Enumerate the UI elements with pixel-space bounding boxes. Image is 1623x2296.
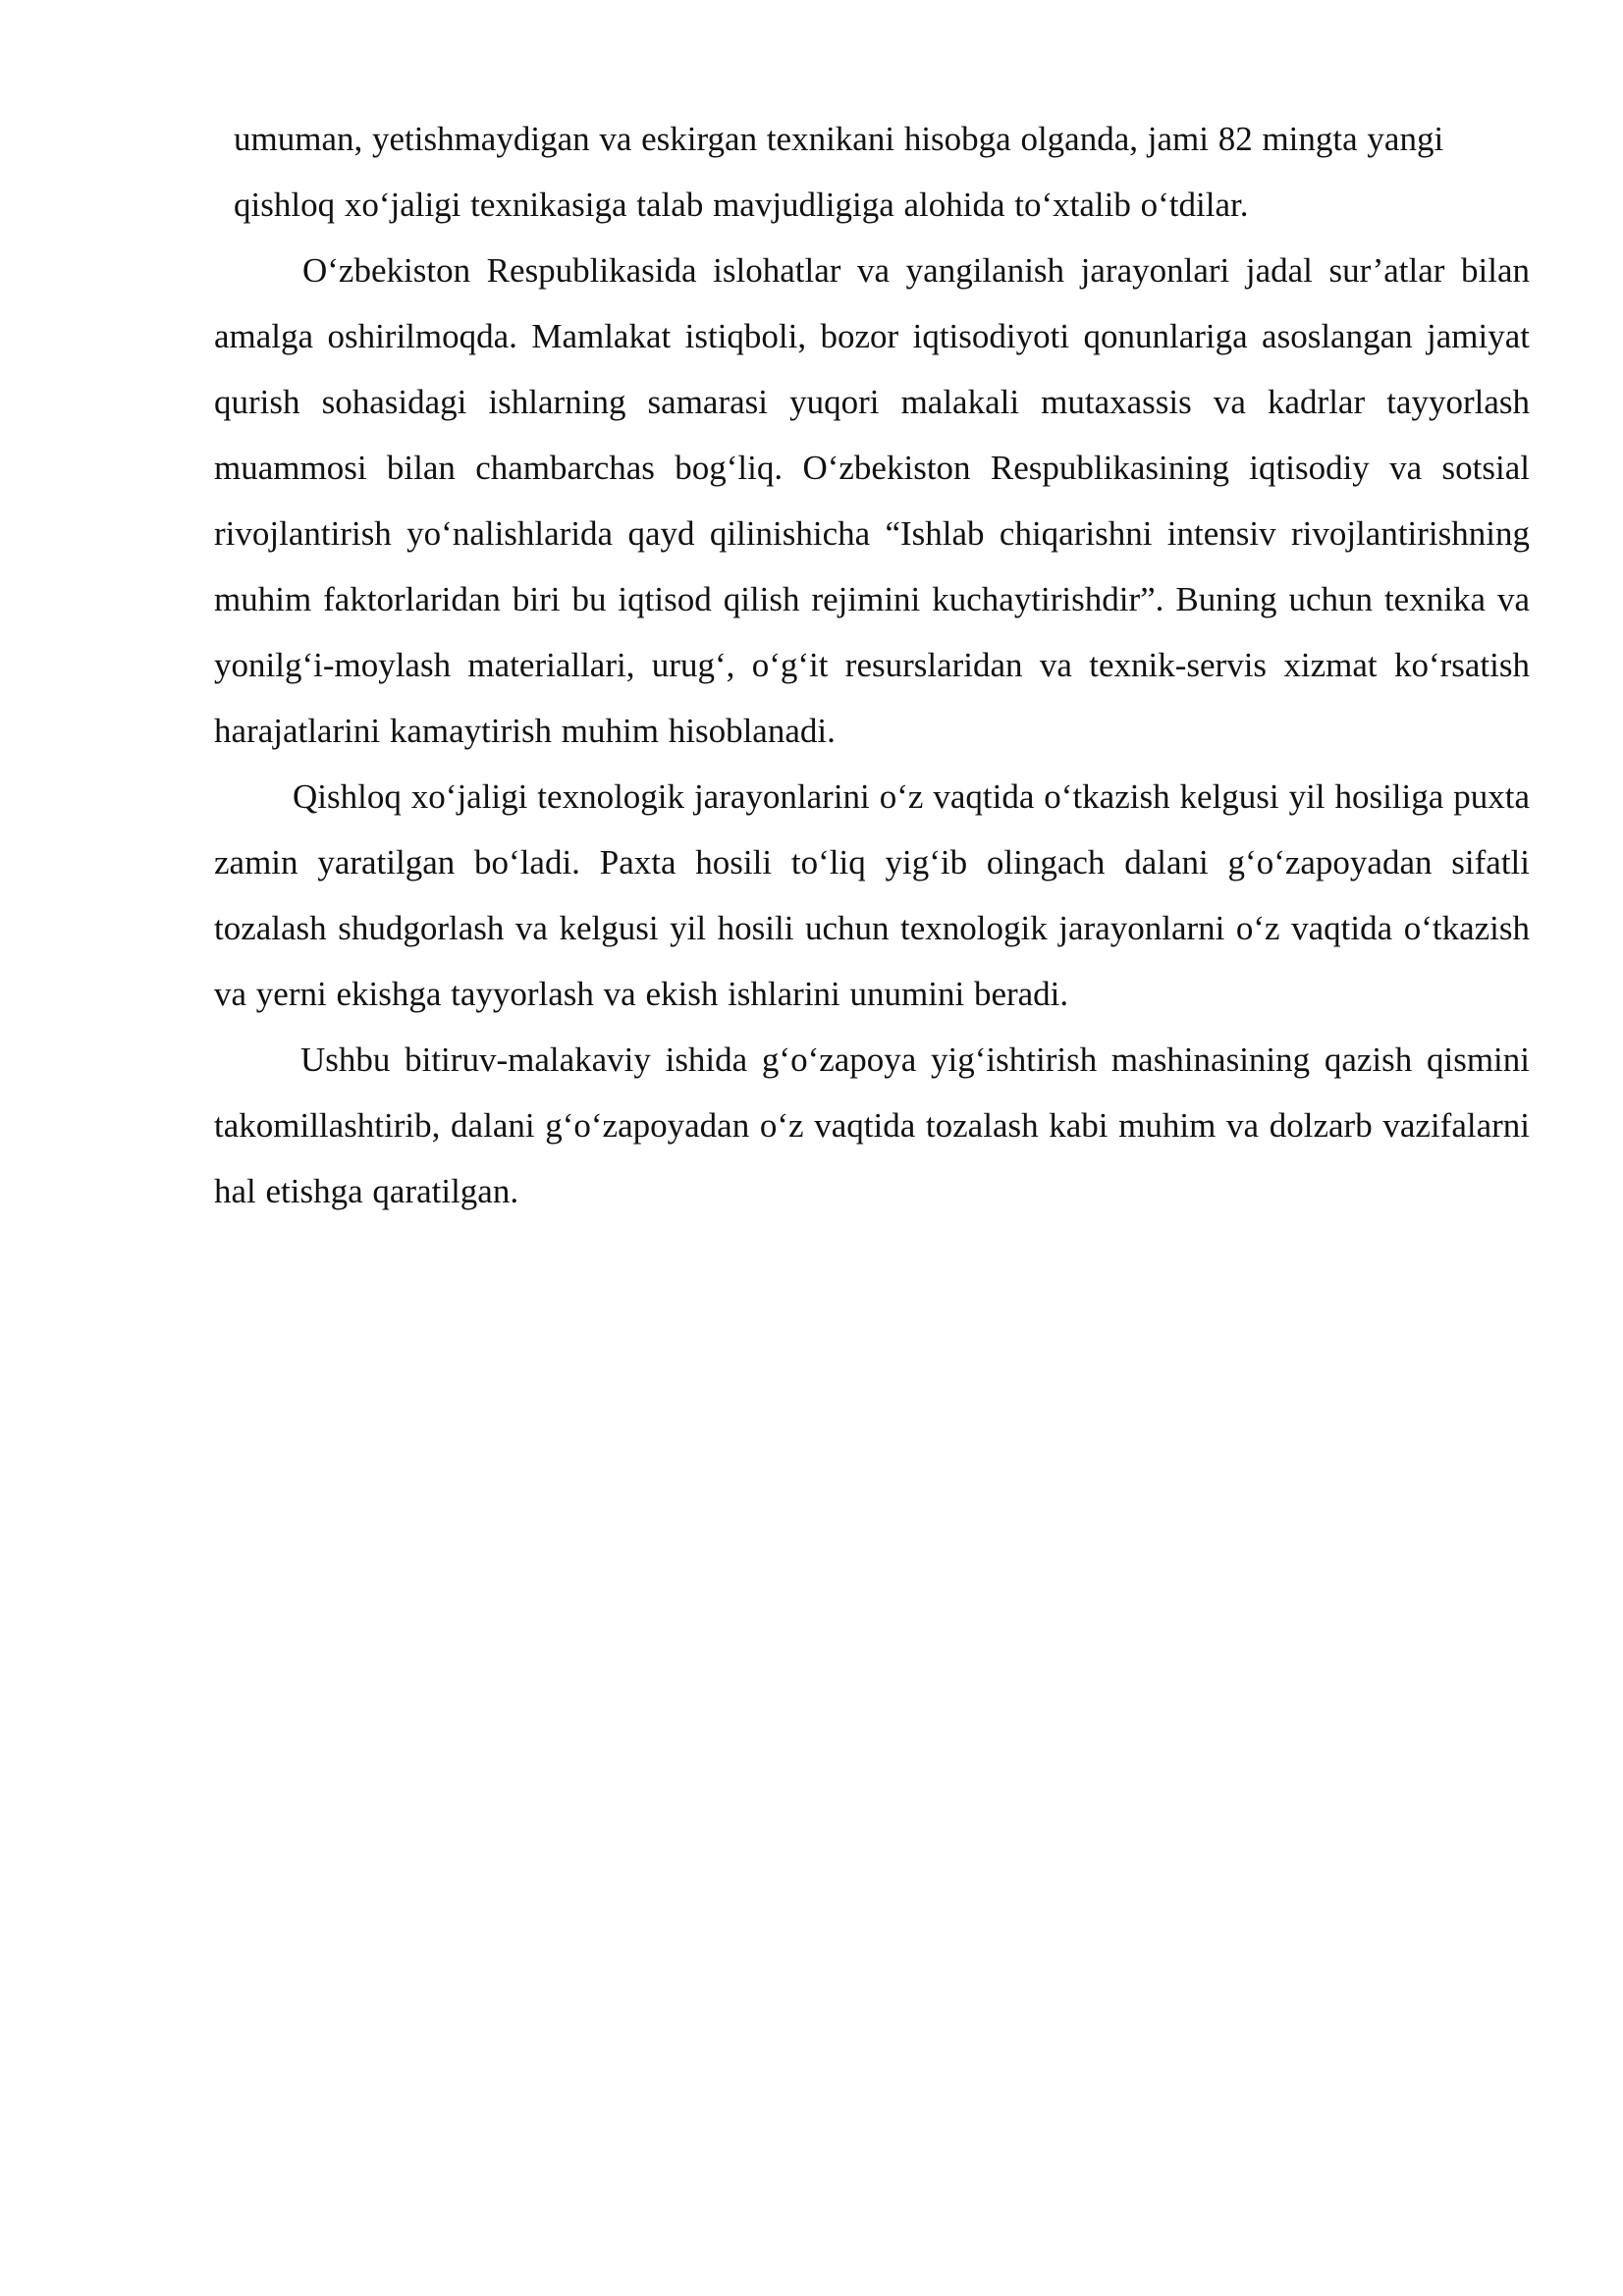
paragraph-continuation: umuman, yetishmaydigan va eskirgan texnikani hisobga olganda, jami 82 mingta yangi qishloq xo‘jaligi texnikasiga talab mavjudligiga alohida to‘xtalib o‘tdilar. [234,120,1444,224]
paragraph-agriculture-processes: Qishloq xo‘jaligi texnologik jarayonlarini o‘z vaqtida o‘tkazish kelgusi yil hosiliga puxta zamin yaratilgan bo‘ladi. Paxta hosili to‘liq yig‘ib olingach dalani g‘o‘zapoyadan sifatli tozalash shudgorlash va kelgusi yil hosili uchun texnologik jarayonlarni o‘z vaqtida o‘tkazish va yerni ekishga tayyorlash va ekish ishlarini unumini beradi. [214,777,1530,1013]
paragraph-thesis-goal: Ushbu bitiruv-malakaviy ishida g‘o‘zapoya yig‘ishtirish mashinasining qazish qismini takomillashtirib, dalani g‘o‘zapoyadan o‘z vaqtida tozalash kabi muhim va dolzarb vazifalarni hal etishga qaratilgan. [214,1041,1530,1210]
paragraph-reforms: O‘zbekiston Respublikasida islohatlar va yangilanish jarayonlari jadal sur’atlar bilan amalga oshirilmoqda. Mamlakat istiqboli, bozor iqtisodiyoti qonunlariga asoslangan jamiyat qurish sohasidagi ishlarning samarasi yuqori malakali mutaxassis va kadrlar tayyorlash muammosi bilan chambarchas bog‘liq. O‘zbekiston Respublikasining iqtisodiy va sotsial rivojlantirish yo‘nalishlarida qayd qilinishicha “Ishlab chiqarishni intensiv rivojlantirishning muhim faktorlaridan biri bu iqtisod qilish rejimini kuchaytirishdir”. Buning uchun texnika va yonilg‘i-moylash materiallari, urug‘, o‘g‘it resurslaridan va texnik-servis xizmat ko‘rsatish harajatlarini kamaytirish muhim hisoblanadi. [214,251,1530,750]
body-text [214,106,1530,1224]
